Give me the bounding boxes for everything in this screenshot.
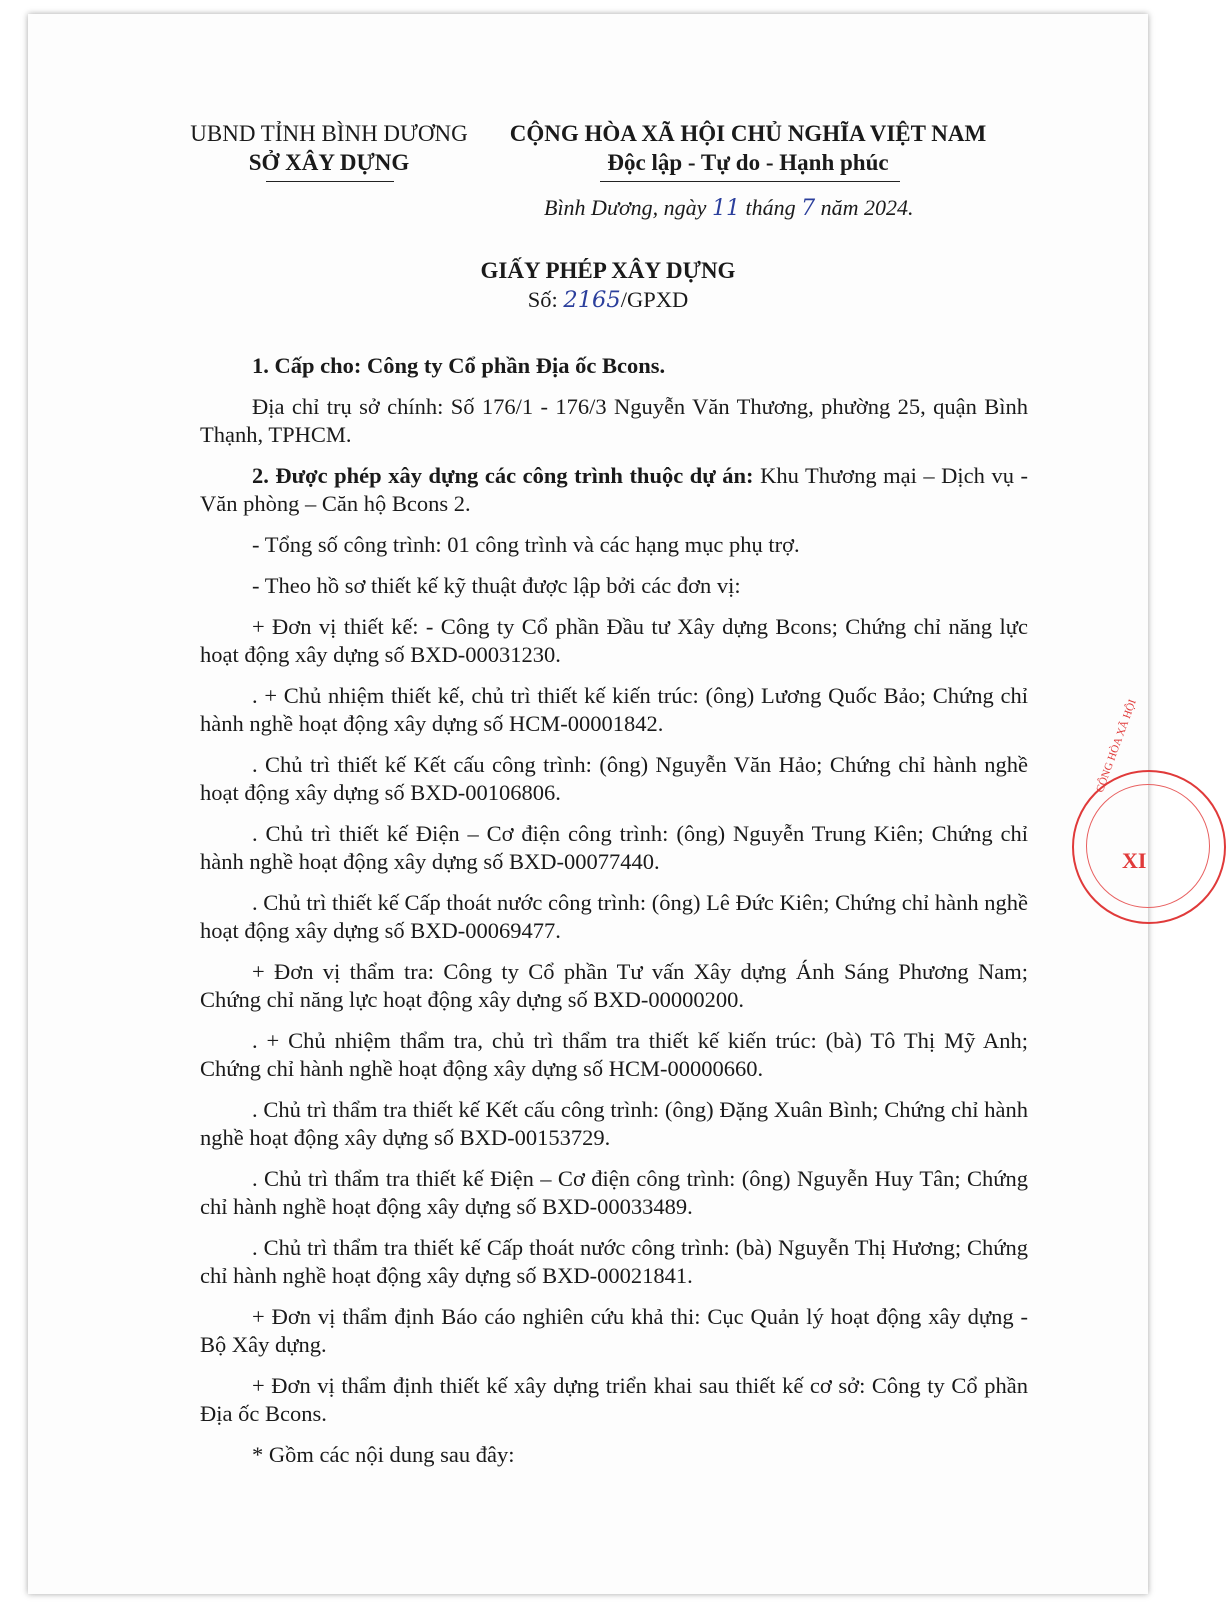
official-seal: [1072, 697, 1226, 924]
verification-electrical-lead: . Chủ trì thẩm tra thiết kế Điện – Cơ điện công trình: (ông) Nguyễn Huy Tân; Chứng chỉ hành nghề hoạt động xây dựng số BXD-00033489.: [200, 1166, 1028, 1219]
permitted-project: [200, 462, 1028, 518]
date-prefix: Bình Dương, ngày: [544, 195, 707, 220]
permitted-project-label: 2. Được phép xây dựng các công trình thuộc dự án:: [252, 463, 754, 488]
design-structure-lead: . Chủ trì thiết kế Kết cấu công trình: (ông) Nguyễn Văn Hảo; Chứng chỉ hành nghề hoạt động xây dựng số BXD-00106806.: [200, 752, 1028, 805]
design-plumbing-lead: . Chủ trì thiết kế Cấp thoát nước công trình: (ông) Lê Đức Kiên; Chứng chỉ hành nghề hoạt động xây dựng số BXD-00069477.: [200, 890, 1028, 943]
recipient-line: 1. Cấp cho: Công ty Cổ phần Địa ốc Bcons.: [252, 353, 666, 378]
date-month-word: tháng: [745, 195, 796, 220]
date-year: năm 2024.: [820, 195, 914, 220]
recipient-address: Địa chỉ trụ sở chính: Số 176/1 - 176/3 Nguyễn Văn Thương, phường 25, quận Bình Thạnh, TPHCM.: [200, 394, 1028, 447]
nation-title: CỘNG HÒA XÃ HỘI CHỦ NGHĨA VIỆT NAM: [509, 121, 987, 146]
permitted-project-name: Khu Thương mại – Dịch vụ - Văn phòng – Căn hộ Bcons 2.: [200, 463, 1028, 516]
issue-date: [544, 195, 913, 221]
seal-inner-ring: [1086, 784, 1210, 908]
design-unit: + Đơn vị thiết kế: - Công ty Cổ phần Đầu tư Xây dựng Bcons; Chứng chỉ năng lực hoạt động xây dựng số BXD-00031230.: [200, 614, 1028, 667]
design-appraisal-unit: + Đơn vị thẩm định thiết kế xây dựng triển khai sau thiết kế cơ sở: Công ty Cổ phần Địa ốc Bcons.: [200, 1373, 1028, 1426]
design-dossier-intro: - Theo hồ sơ thiết kế kỹ thuật được lập bởi các đơn vị:: [252, 573, 741, 598]
design-chief-architect: . + Chủ nhiệm thiết kế, chủ trì thiết kế kiến trúc: (ông) Lương Quốc Bảo; Chứng chỉ hành nghề hoạt động xây dựng số HCM-00001842.: [200, 683, 1028, 736]
date-day: 11: [711, 196, 740, 221]
department-name: SỞ XÂY DỰNG: [248, 150, 410, 175]
motto-underline: [600, 181, 900, 182]
number-value: 2165: [563, 287, 621, 313]
verification-plumbing-lead: . Chủ trì thẩm tra thiết kế Cấp thoát nước công trình: (bà) Nguyễn Thị Hương; Chứng chỉ hành nghề hoạt động xây dựng số BXD-00021841.: [200, 1235, 1028, 1288]
seal-ring-text: CỘNG HÒA XÃ HỘI: [1094, 697, 1139, 795]
number-suffix: /GPXD: [620, 287, 689, 312]
number-prefix: Số:: [527, 287, 558, 312]
seal-center-text: XI: [1122, 848, 1147, 873]
contents-intro: * Gồm các nội dung sau đây:: [252, 1442, 515, 1467]
total-works: - Tổng số công trình: 01 công trình và các hạng mục phụ trợ.: [252, 532, 800, 557]
department-underline: [266, 181, 394, 182]
verification-unit: + Đơn vị thẩm tra: Công ty Cổ phần Tư vấn Xây dựng Ánh Sáng Phương Nam; Chứng chỉ năng lực hoạt động xây dựng số BXD-00000200.: [200, 959, 1028, 1012]
document-body: [200, 352, 1028, 1482]
verification-structure-lead: . Chủ trì thẩm tra thiết kế Kết cấu công trình: (ông) Đặng Xuân Bình; Chứng chỉ hành nghề hoạt động xây dựng số BXD-00153729.: [200, 1097, 1028, 1150]
document-title: GIẤY PHÉP XÂY DỰNG: [480, 258, 736, 283]
nation-motto: Độc lập - Tự do - Hạnh phúc: [607, 150, 889, 175]
feasibility-appraisal-unit: + Đơn vị thẩm định Báo cáo nghiên cứu khả thi: Cục Quản lý hoạt động xây dựng - Bộ Xây dựng.: [200, 1304, 1028, 1357]
agency-name: UBND TỈNH BÌNH DƯƠNG: [190, 121, 468, 146]
design-electrical-lead: . Chủ trì thiết kế Điện – Cơ điện công trình: (ông) Nguyễn Trung Kiên; Chứng chỉ hành nghề hoạt động xây dựng số BXD-00077440.: [200, 821, 1028, 874]
verification-chief-architect: . + Chủ nhiệm thẩm tra, chủ trì thẩm tra thiết kế kiến trúc: (bà) Tô Thị Mỹ Anh; Chứng chỉ hành nghề hoạt động xây dựng số HCM-00000660.: [200, 1028, 1028, 1081]
document-page: [28, 14, 1148, 1594]
document-number: [328, 287, 888, 313]
date-month: 7: [801, 196, 816, 221]
